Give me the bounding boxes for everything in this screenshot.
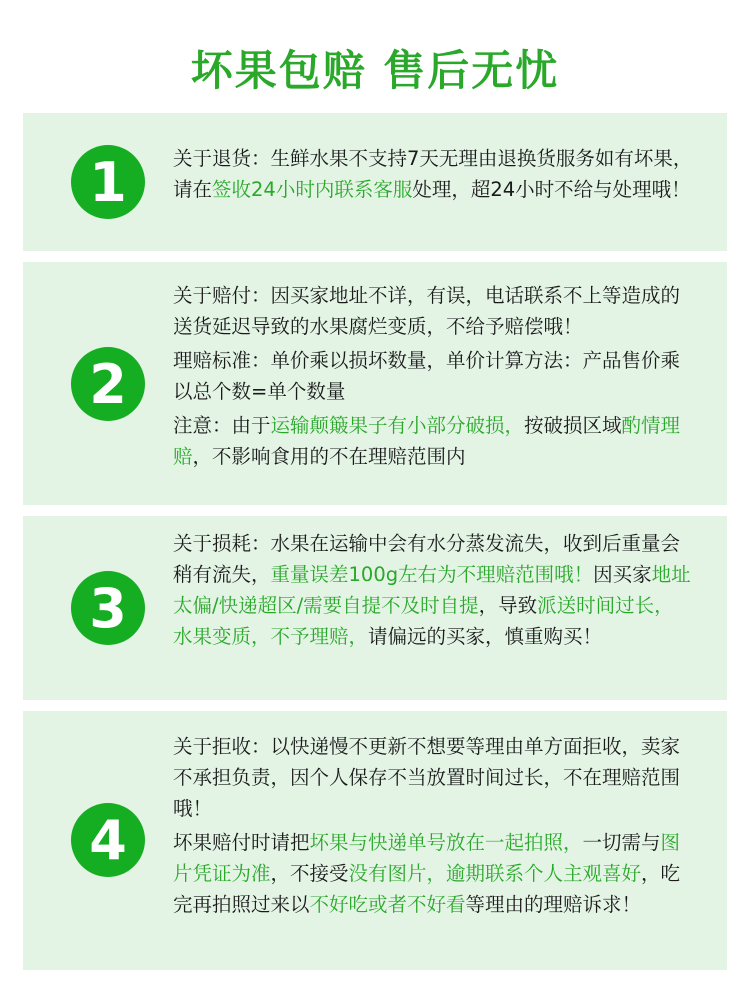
section-card-loss (23, 516, 727, 700)
highlight-text: 酌情理赔 (173, 414, 681, 468)
highlight-text: 重量误差100g左右为不理赔范围哦！ (270, 563, 594, 586)
highlight-text: 派送时间过长，水果变质，不予理赔， (173, 594, 674, 648)
body-text: 请偏远的买家，慎重购买！ (368, 625, 603, 648)
number-badge: 3 (71, 571, 145, 645)
paragraph (173, 345, 693, 407)
highlight-text: 不好吃或者不好看 (309, 893, 466, 916)
paragraph (173, 280, 693, 342)
highlight-text: 图片凭证为准 (173, 831, 681, 885)
paragraph (173, 731, 693, 824)
page-title: 坏果包赔 售后无忧 (190, 46, 560, 95)
section-card-compensation (23, 262, 727, 505)
body-text: ，吃完再拍照过来以 (173, 862, 681, 916)
body-text: 等理由的理赔诉求！ (465, 893, 642, 916)
body-text: 按破损区域 (524, 414, 622, 437)
section-text (173, 528, 693, 652)
body-text: 关于损耗：水果在运输中会有水分蒸发流失，收到后重量会稍有流失， (173, 532, 681, 586)
paragraph (173, 410, 693, 472)
highlight-text: 运输颠簸果子有小部分破损， (270, 414, 525, 437)
body-text: 处理，超24小时不给与处理哦！ (412, 178, 691, 201)
number-badge: 1 (71, 145, 145, 219)
body-text: 注意：由于 (173, 414, 271, 437)
section-card-returns (23, 113, 727, 251)
section-card-rejection (23, 711, 727, 970)
highlight-text: 坏果与快递单号放在一起拍照， (309, 831, 583, 854)
number-badge: 2 (71, 347, 145, 421)
body-text: 关于退货：生鲜水果不支持7天无理由退换货服务如有坏果，请在 (173, 147, 693, 201)
body-text: 关于赔付：因买家地址不详，有误，电话联系不上等造成的送货延迟导致的水果腐烂变质，不给予赔偿哦！ (173, 284, 681, 338)
body-text: ，不接受 (270, 862, 349, 885)
section-text (173, 143, 693, 205)
section-text (173, 280, 693, 472)
body-text: ，导致 (478, 594, 538, 617)
highlight-text: 签收24小时内联系客服 (212, 178, 413, 201)
body-text: 一切需与 (582, 831, 661, 854)
paragraph (173, 827, 693, 920)
number-badge: 4 (71, 803, 145, 877)
section-text (173, 731, 693, 920)
body-text: 坏果赔付时请把 (173, 831, 310, 854)
body-text: ，不影响食用的不在理赔范围内 (192, 445, 466, 468)
body-text: 理赔标准：单价乘以损坏数量，单价计算方法：产品售价乘以总个数=单个数量 (173, 349, 681, 403)
highlight-text: 没有图片，逾期联系个人主观喜好 (348, 862, 642, 885)
paragraph (173, 528, 693, 652)
paragraph (173, 143, 693, 205)
body-text: 因买家 (593, 563, 652, 586)
body-text: 关于拒收：以快递慢不更新不想要等理由单方面拒收，卖家不承担负责，因个人保存不当放置时间过长，不在理赔范围哦！ (173, 735, 681, 820)
highlight-text: 地址太偏/快递超区/需要自提不及时自提 (173, 563, 691, 617)
